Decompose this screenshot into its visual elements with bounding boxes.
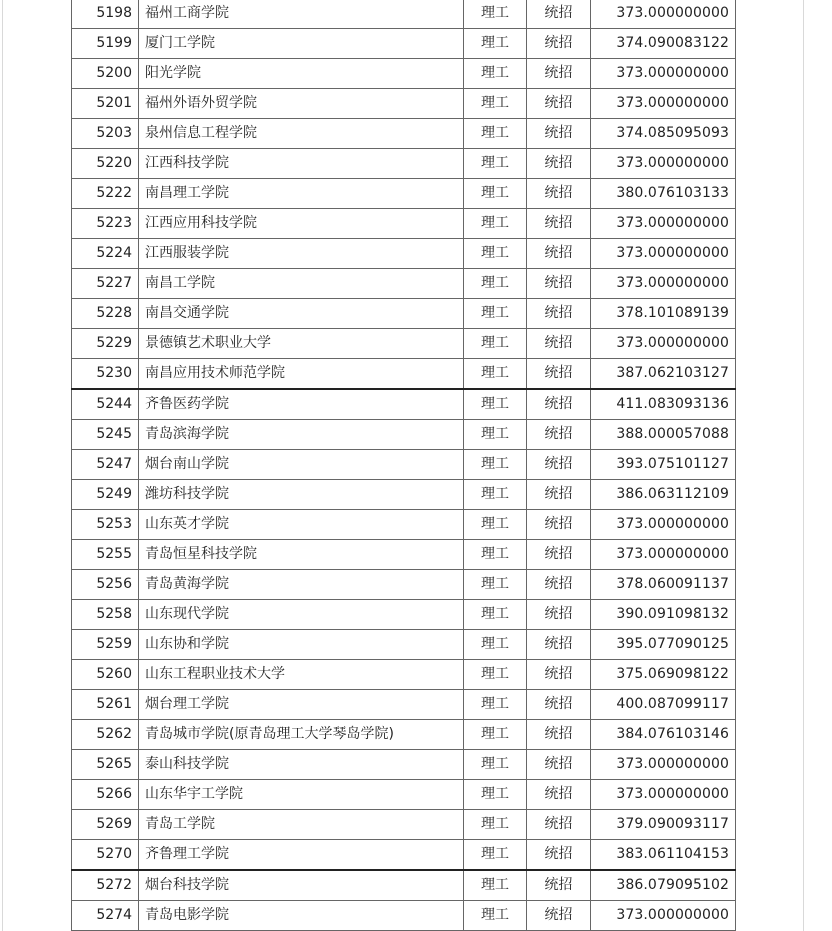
score-cell: 395.077090125 <box>591 630 736 660</box>
subject-type-cell: 理工 <box>464 660 527 690</box>
subject-type-cell: 理工 <box>464 600 527 630</box>
score-cell: 380.076103133 <box>591 179 736 209</box>
enrollment-batch-cell: 统招 <box>527 901 591 931</box>
school-name-cell: 南昌工学院 <box>139 269 464 299</box>
school-name-cell: 山东华宇工学院 <box>139 780 464 810</box>
enrollment-batch-cell: 统招 <box>527 630 591 660</box>
school-name-cell: 山东现代学院 <box>139 600 464 630</box>
subject-type-cell: 理工 <box>464 269 527 299</box>
table-row <box>72 420 736 450</box>
school-code-cell: 5228 <box>72 299 139 329</box>
score-cell: 390.091098132 <box>591 600 736 630</box>
school-code-cell: 5266 <box>72 780 139 810</box>
school-name-cell: 青岛城市学院(原青岛理工大学琴岛学院) <box>139 720 464 750</box>
score-cell: 374.085095093 <box>591 119 736 149</box>
school-code-cell: 5255 <box>72 540 139 570</box>
school-code-cell: 5220 <box>72 149 139 179</box>
school-name-cell: 青岛滨海学院 <box>139 420 464 450</box>
enrollment-batch-cell: 统招 <box>527 540 591 570</box>
subject-type-cell: 理工 <box>464 840 527 871</box>
school-code-cell: 5253 <box>72 510 139 540</box>
enrollment-batch-cell: 统招 <box>527 660 591 690</box>
school-code-cell: 5260 <box>72 660 139 690</box>
subject-type-cell: 理工 <box>464 119 527 149</box>
school-name-cell: 福州外语外贸学院 <box>139 89 464 119</box>
score-cell: 393.075101127 <box>591 450 736 480</box>
score-cell: 373.000000000 <box>591 0 736 29</box>
enrollment-batch-cell: 统招 <box>527 600 591 630</box>
subject-type-cell: 理工 <box>464 870 527 901</box>
score-cell: 378.060091137 <box>591 570 736 600</box>
score-cell: 373.000000000 <box>591 89 736 119</box>
school-name-cell: 南昌应用技术师范学院 <box>139 359 464 390</box>
school-name-cell: 青岛电影学院 <box>139 901 464 931</box>
score-cell: 373.000000000 <box>591 329 736 359</box>
school-code-cell: 5244 <box>72 389 139 420</box>
school-code-cell: 5256 <box>72 570 139 600</box>
table-row <box>72 149 736 179</box>
subject-type-cell: 理工 <box>464 359 527 390</box>
school-name-cell: 山东工程职业技术大学 <box>139 660 464 690</box>
enrollment-batch-cell: 统招 <box>527 89 591 119</box>
school-code-cell: 5223 <box>72 209 139 239</box>
subject-type-cell: 理工 <box>464 720 527 750</box>
table-row <box>72 840 736 871</box>
subject-type-cell: 理工 <box>464 480 527 510</box>
score-cell: 388.000057088 <box>591 420 736 450</box>
school-code-cell: 5227 <box>72 269 139 299</box>
table-row <box>72 450 736 480</box>
score-cell: 373.000000000 <box>591 59 736 89</box>
school-name-cell: 福州工商学院 <box>139 0 464 29</box>
school-name-cell: 青岛恒星科技学院 <box>139 540 464 570</box>
school-name-cell: 厦门工学院 <box>139 29 464 59</box>
table-row <box>72 239 736 269</box>
table-row <box>72 870 736 901</box>
school-code-cell: 5269 <box>72 810 139 840</box>
school-name-cell: 景德镇艺术职业大学 <box>139 329 464 359</box>
enrollment-batch-cell: 统招 <box>527 750 591 780</box>
table-row <box>72 510 736 540</box>
table-row <box>72 59 736 89</box>
subject-type-cell: 理工 <box>464 179 527 209</box>
school-name-cell: 烟台科技学院 <box>139 870 464 901</box>
enrollment-batch-cell: 统招 <box>527 810 591 840</box>
subject-type-cell: 理工 <box>464 420 527 450</box>
table-row <box>72 570 736 600</box>
school-code-cell: 5259 <box>72 630 139 660</box>
subject-type-cell: 理工 <box>464 89 527 119</box>
enrollment-batch-cell: 统招 <box>527 420 591 450</box>
school-code-cell: 5261 <box>72 690 139 720</box>
subject-type-cell: 理工 <box>464 299 527 329</box>
enrollment-batch-cell: 统招 <box>527 119 591 149</box>
school-name-cell: 江西应用科技学院 <box>139 209 464 239</box>
score-cell: 373.000000000 <box>591 510 736 540</box>
school-name-cell: 阳光学院 <box>139 59 464 89</box>
school-name-cell: 泰山科技学院 <box>139 750 464 780</box>
table-row <box>72 29 736 59</box>
subject-type-cell: 理工 <box>464 630 527 660</box>
enrollment-batch-cell: 统招 <box>527 389 591 420</box>
enrollment-batch-cell: 统招 <box>527 480 591 510</box>
subject-type-cell: 理工 <box>464 810 527 840</box>
subject-type-cell: 理工 <box>464 450 527 480</box>
subject-type-cell: 理工 <box>464 690 527 720</box>
score-cell: 373.000000000 <box>591 780 736 810</box>
enrollment-batch-cell: 统招 <box>527 780 591 810</box>
table-row <box>72 901 736 931</box>
subject-type-cell: 理工 <box>464 780 527 810</box>
school-code-cell: 5222 <box>72 179 139 209</box>
enrollment-batch-cell: 统招 <box>527 870 591 901</box>
table-row <box>72 359 736 390</box>
subject-type-cell: 理工 <box>464 570 527 600</box>
subject-type-cell: 理工 <box>464 901 527 931</box>
school-name-cell: 江西科技学院 <box>139 149 464 179</box>
enrollment-batch-cell: 统招 <box>527 209 591 239</box>
score-cell: 387.062103127 <box>591 359 736 390</box>
score-cell: 378.101089139 <box>591 299 736 329</box>
score-cell: 373.000000000 <box>591 901 736 931</box>
school-code-cell: 5249 <box>72 480 139 510</box>
table-row <box>72 389 736 420</box>
enrollment-batch-cell: 统招 <box>527 570 591 600</box>
school-name-cell: 齐鲁医药学院 <box>139 389 464 420</box>
school-code-cell: 5245 <box>72 420 139 450</box>
subject-type-cell: 理工 <box>464 389 527 420</box>
school-code-cell: 5199 <box>72 29 139 59</box>
enrollment-batch-cell: 统招 <box>527 510 591 540</box>
table-row <box>72 780 736 810</box>
table-row <box>72 600 736 630</box>
school-code-cell: 5270 <box>72 840 139 871</box>
table-row <box>72 89 736 119</box>
school-code-cell: 5203 <box>72 119 139 149</box>
school-name-cell: 山东协和学院 <box>139 630 464 660</box>
school-name-cell: 烟台理工学院 <box>139 690 464 720</box>
subject-type-cell: 理工 <box>464 510 527 540</box>
table-row <box>72 0 736 29</box>
score-cell: 383.061104153 <box>591 840 736 871</box>
enrollment-batch-cell: 统招 <box>527 450 591 480</box>
subject-type-cell: 理工 <box>464 329 527 359</box>
table-row <box>72 209 736 239</box>
table-row <box>72 660 736 690</box>
score-cell: 374.090083122 <box>591 29 736 59</box>
table-row <box>72 119 736 149</box>
enrollment-batch-cell: 统招 <box>527 359 591 390</box>
school-name-cell: 南昌交通学院 <box>139 299 464 329</box>
score-cell: 400.087099117 <box>591 690 736 720</box>
school-name-cell: 江西服装学院 <box>139 239 464 269</box>
enrollment-batch-cell: 统招 <box>527 269 591 299</box>
school-code-cell: 5200 <box>72 59 139 89</box>
table-row <box>72 540 736 570</box>
enrollment-batch-cell: 统招 <box>527 149 591 179</box>
enrollment-batch-cell: 统招 <box>527 179 591 209</box>
table-row <box>72 630 736 660</box>
score-cell: 386.063112109 <box>591 480 736 510</box>
enrollment-batch-cell: 统招 <box>527 0 591 29</box>
table-row <box>72 299 736 329</box>
subject-type-cell: 理工 <box>464 0 527 29</box>
subject-type-cell: 理工 <box>464 540 527 570</box>
school-name-cell: 青岛工学院 <box>139 810 464 840</box>
table-row <box>72 480 736 510</box>
school-name-cell: 烟台南山学院 <box>139 450 464 480</box>
school-code-cell: 5198 <box>72 0 139 29</box>
score-cell: 375.069098122 <box>591 660 736 690</box>
enrollment-batch-cell: 统招 <box>527 329 591 359</box>
subject-type-cell: 理工 <box>464 59 527 89</box>
score-cell: 373.000000000 <box>591 149 736 179</box>
school-code-cell: 5265 <box>72 750 139 780</box>
school-name-cell: 山东英才学院 <box>139 510 464 540</box>
table-row <box>72 329 736 359</box>
subject-type-cell: 理工 <box>464 29 527 59</box>
school-name-cell: 齐鲁理工学院 <box>139 840 464 871</box>
enrollment-batch-cell: 统招 <box>527 239 591 269</box>
school-code-cell: 5247 <box>72 450 139 480</box>
subject-type-cell: 理工 <box>464 239 527 269</box>
table-row <box>72 720 736 750</box>
table-row <box>72 269 736 299</box>
school-code-cell: 5230 <box>72 359 139 390</box>
enrollment-batch-cell: 统招 <box>527 690 591 720</box>
subject-type-cell: 理工 <box>464 149 527 179</box>
school-code-cell: 5201 <box>72 89 139 119</box>
school-code-cell: 5229 <box>72 329 139 359</box>
score-cell: 373.000000000 <box>591 239 736 269</box>
score-cell: 373.000000000 <box>591 750 736 780</box>
score-cell: 379.090093117 <box>591 810 736 840</box>
score-cell: 386.079095102 <box>591 870 736 901</box>
score-cell: 411.083093136 <box>591 389 736 420</box>
score-cell: 373.000000000 <box>591 269 736 299</box>
table-row <box>72 690 736 720</box>
enrollment-batch-cell: 统招 <box>527 299 591 329</box>
school-code-cell: 5262 <box>72 720 139 750</box>
school-name-cell: 潍坊科技学院 <box>139 480 464 510</box>
table-row <box>72 750 736 780</box>
table-body <box>72 0 736 931</box>
table-row <box>72 810 736 840</box>
subject-type-cell: 理工 <box>464 209 527 239</box>
enrollment-batch-cell: 统招 <box>527 59 591 89</box>
score-cell: 384.076103146 <box>591 720 736 750</box>
score-cell: 373.000000000 <box>591 209 736 239</box>
enrollment-batch-cell: 统招 <box>527 840 591 871</box>
enrollment-batch-cell: 统招 <box>527 720 591 750</box>
score-cell: 373.000000000 <box>591 540 736 570</box>
school-code-cell: 5274 <box>72 901 139 931</box>
school-name-cell: 泉州信息工程学院 <box>139 119 464 149</box>
school-name-cell: 青岛黄海学院 <box>139 570 464 600</box>
table-row <box>72 179 736 209</box>
school-code-cell: 5258 <box>72 600 139 630</box>
school-code-cell: 5272 <box>72 870 139 901</box>
school-code-cell: 5224 <box>72 239 139 269</box>
admission-score-table <box>71 0 736 931</box>
school-name-cell: 南昌理工学院 <box>139 179 464 209</box>
enrollment-batch-cell: 统招 <box>527 29 591 59</box>
subject-type-cell: 理工 <box>464 750 527 780</box>
